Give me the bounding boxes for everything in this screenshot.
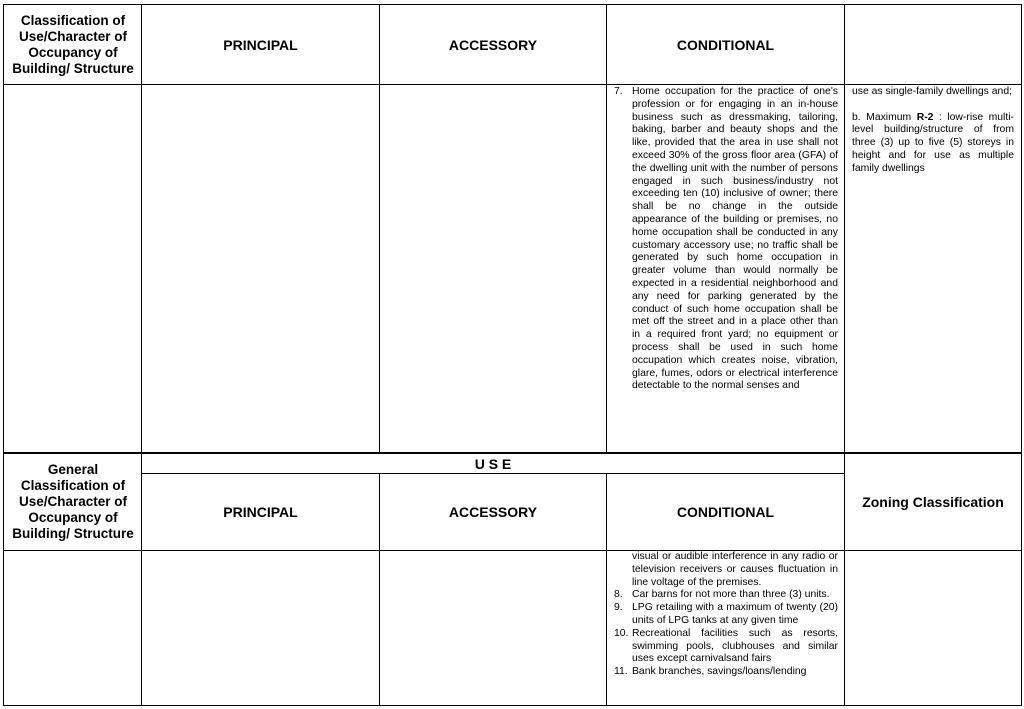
t1-header-classification: Classification of Use/Character of Occupancy of Building/ Structure: [12, 12, 134, 76]
t2-bottom-border: [3, 705, 1022, 706]
list-item: [610, 666, 838, 679]
t1-header-accessory: ACCESSORY: [448, 36, 538, 53]
zoning-p2-rest: : low-rise multi-level building/structure of from three (3) up to five (5) storeys in height and for use as multiple family dwellings: [852, 111, 1014, 174]
list-item: [610, 628, 838, 666]
t1-conditional-body: [610, 86, 838, 393]
t2-col-line-5: [1021, 453, 1022, 706]
zoning-paragraph-1: use as single-family dwellings and;: [852, 86, 1012, 97]
t1-zoning-body: [852, 86, 1014, 176]
t1-header-conditional: CONDITIONAL: [676, 36, 775, 53]
t2-header-use: U S E: [474, 455, 512, 472]
t1-col-line-0: [3, 4, 4, 453]
item-text: LPG retailing with a maximum of twenty (20) units of LPG tanks at any given time: [632, 602, 838, 626]
continued-text: visual or audible interference in any radio or television receivers or causes fluctuation in line voltage of the premises.: [632, 551, 838, 588]
item-text: Bank branches, savings/loans/lending: [632, 666, 807, 678]
zoning-p2-prefix: b. Maximum: [852, 111, 917, 123]
t1-header-zoning: [845, 5, 1021, 84]
t2-header-principal: PRINCIPAL: [223, 504, 298, 520]
list-item: [610, 602, 838, 628]
item-number: 11.: [614, 666, 628, 678]
t1-header-principal: PRINCIPAL: [223, 36, 298, 53]
zoning-paragraph-2: [852, 112, 1014, 176]
t2-conditional-body: [610, 551, 838, 705]
item-text: Car barns for not more than three (3) units.: [632, 589, 830, 601]
item-text: Recreational facilities such as resorts, swimming pools, clubhouses and similar uses except carnivalsand fairs: [632, 627, 838, 665]
t2-col-line-0: [3, 453, 4, 706]
t1-col-line-5: [1021, 4, 1022, 453]
item-number: 9.: [614, 602, 623, 614]
t2-header-classification: General Classification of Use/Character of Occupancy of Building/ Structure: [12, 462, 134, 541]
list-item: [610, 589, 838, 602]
t2-header-divider: [3, 550, 1022, 551]
list-item: [610, 86, 838, 393]
t1-header-divider: [3, 84, 1022, 85]
item-number: 10.: [614, 627, 629, 639]
item-number: 8.: [614, 589, 623, 601]
t2-header-zoning: Zoning Classification: [862, 494, 1004, 510]
zoning-p2-bold: R-2: [916, 111, 934, 123]
t2-header-conditional: CONDITIONAL: [676, 504, 775, 520]
item-text: Home occupation for the practice of one's profession or for engaging in an in-house business such as dressmaking, tailoring, baking, barber and beauty shops and the like, provided that the area in use shall not exceed 30% of the gross floor area (GFA) of the dwelling unit with the number of persons engaged in such business/industry not exceeding ten (10) inclusive of owner; there shall be no change in the outside appearance of the building or premises, no home occupation shall be conducted in any customary accessory use; no traffic shall be generated by such home occupation in greater volume than would normally be expected in a residential neighborhood and any need for parking generated by the conduct of such home occupation shall be met off the street and in a place other than in a required front yard; no equipment or process shall be used in such home occupation which creates noise, vibration, glare, fumes, odors or electrical interference detectable to the normal senses and: [632, 86, 838, 392]
item-number: 7.: [614, 86, 623, 97]
t2-header-accessory: ACCESSORY: [448, 504, 538, 520]
